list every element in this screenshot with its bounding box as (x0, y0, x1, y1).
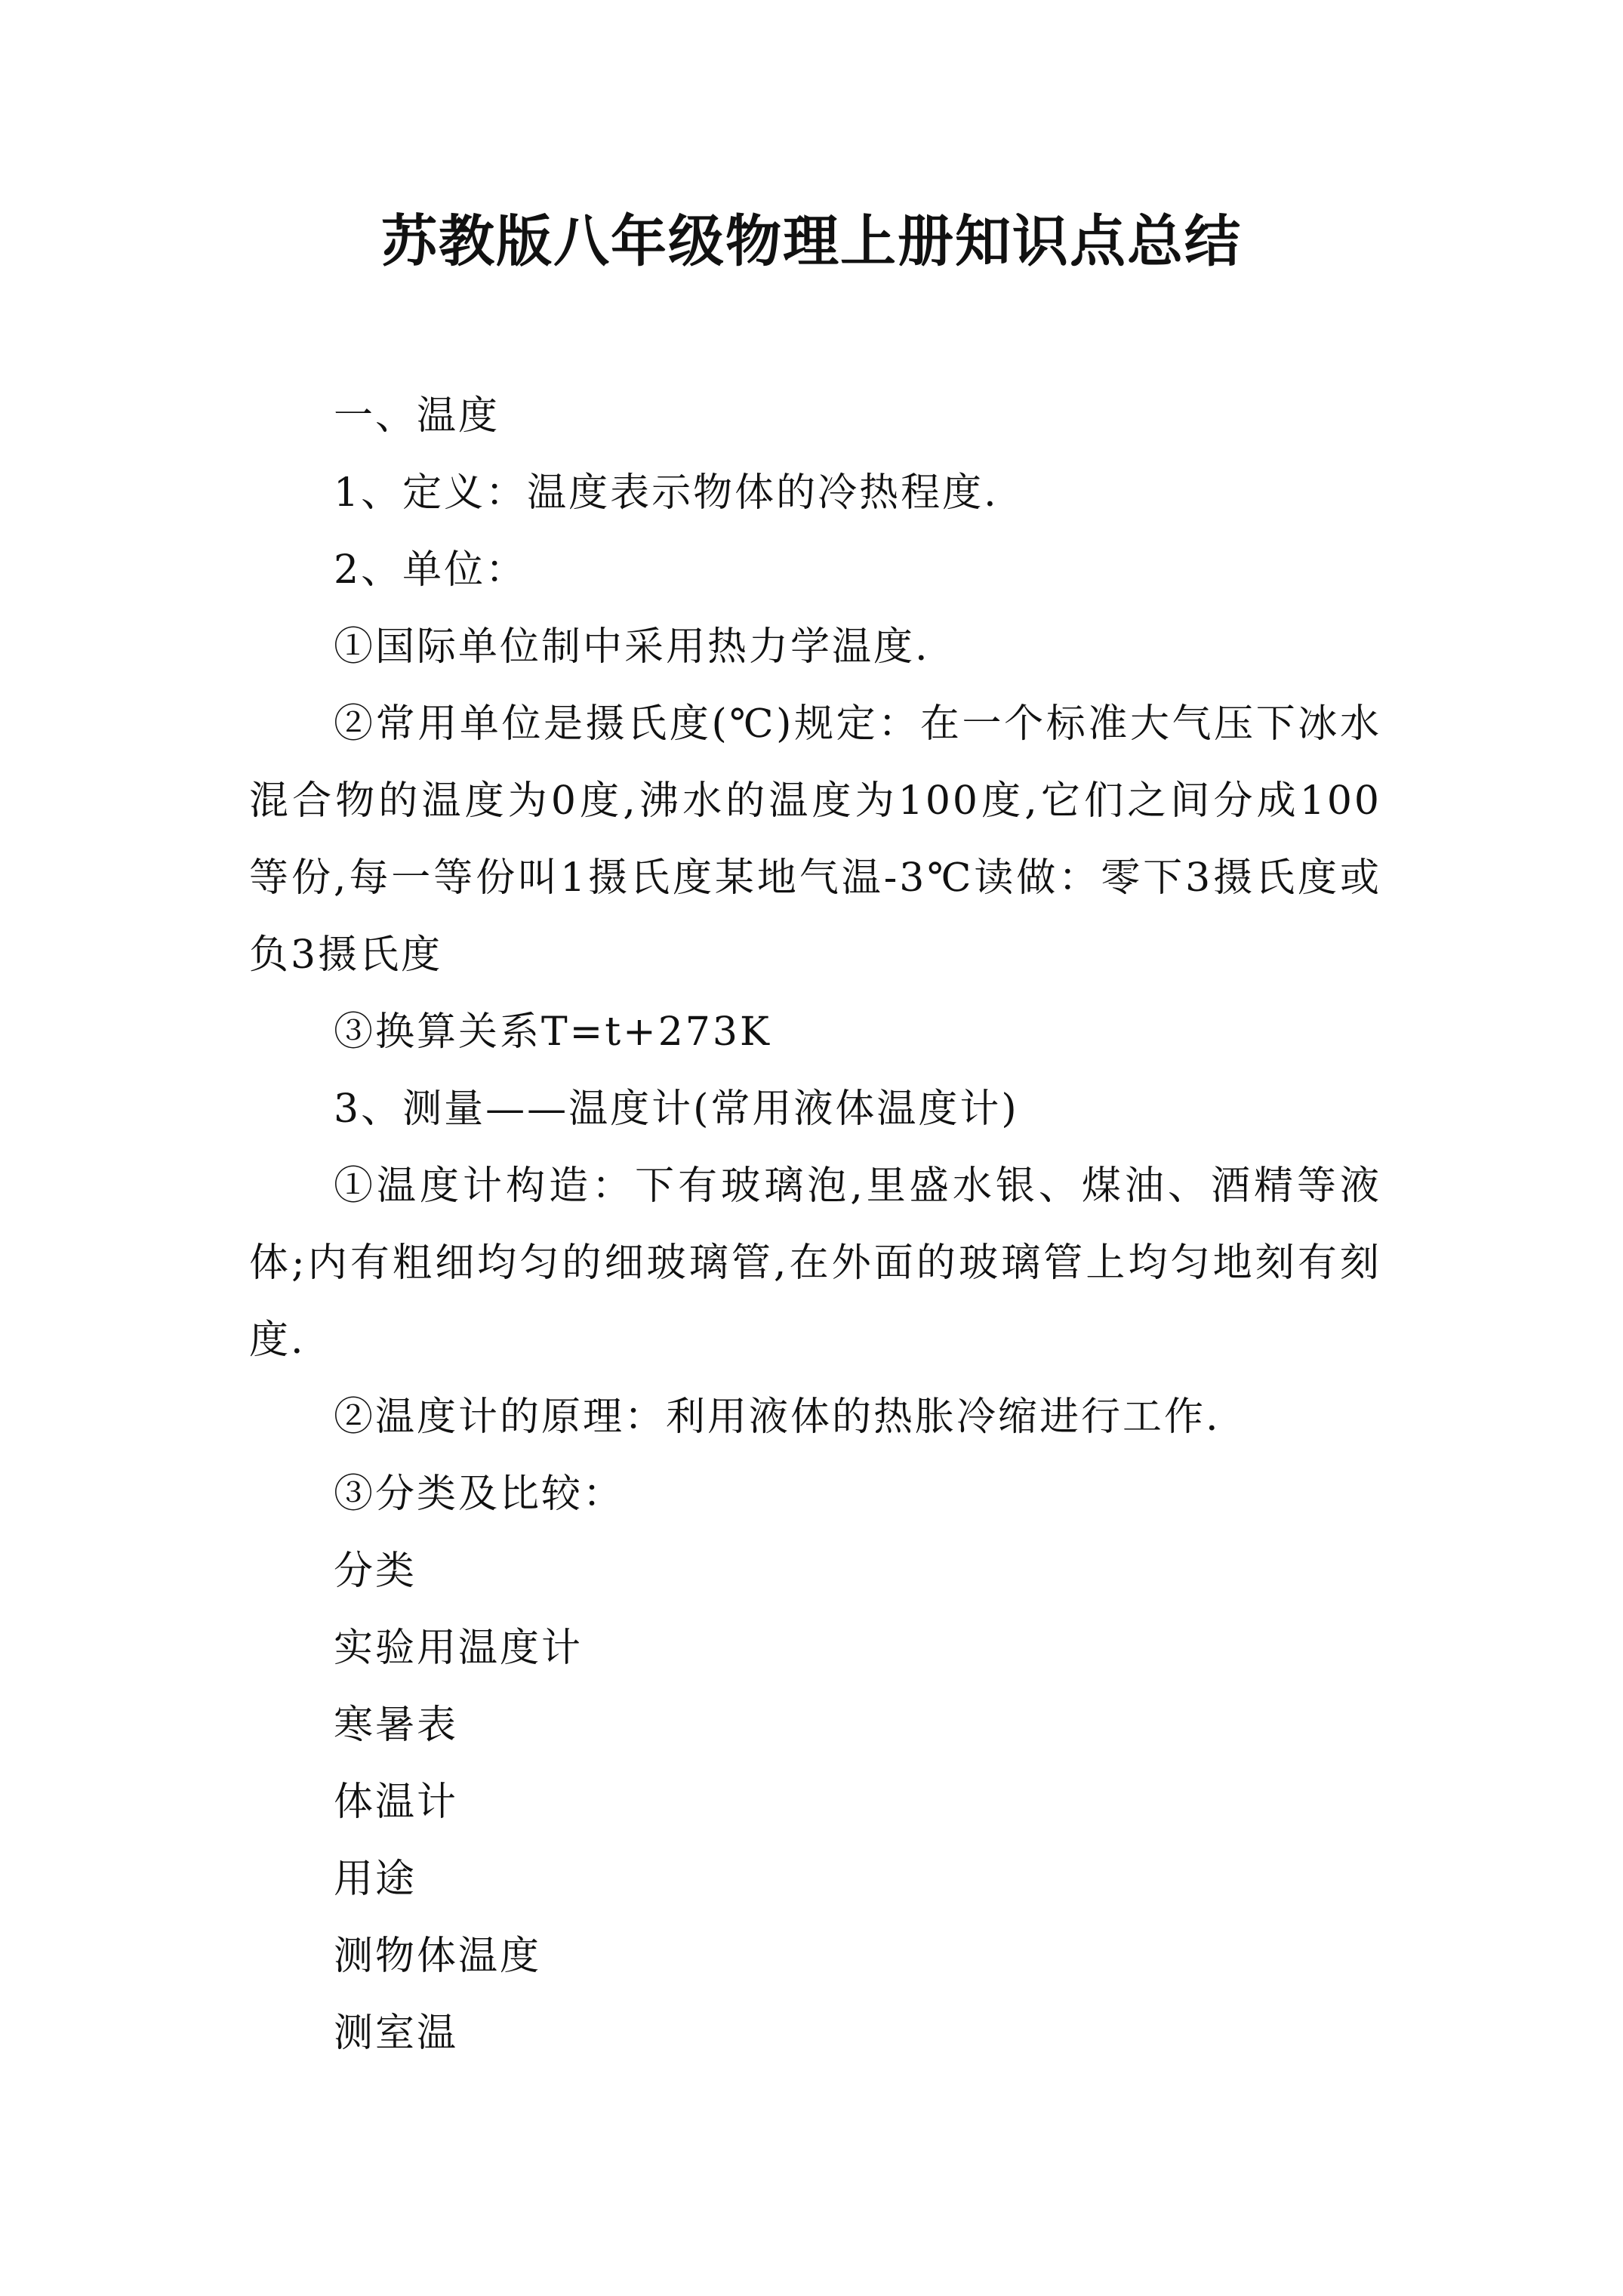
paragraph-celsius: ②常用单位是摄氏度(℃)规定：在一个标准大气压下冰水混合物的温度为0度,沸水的温度为100度,它们之间分成100等份,每一等份叫1摄氏度某地气温-3℃读做：零下3摄氏度或负3摄氏度 (249, 701, 1381, 978)
list-item: 测室温 (334, 2011, 459, 2056)
paragraph-conversion: ③换算关系T=t+273K (334, 1009, 771, 1055)
paragraph-si-unit: ①国际单位制中采用热力学温度. (334, 624, 930, 670)
paragraph-thermometer-structure: ①温度计构造：下有玻璃泡,里盛水银、煤油、酒精等液体;内有粗细均匀的细玻璃管,在外面的玻璃管上均匀地刻有刻度. (249, 1163, 1381, 1363)
paragraph-thermometer-principle: ②温度计的原理：利用液体的热胀冷缩进行工作. (334, 1395, 1221, 1440)
paragraph-measurement: 3、测量——温度计(常用液体温度计) (334, 1086, 1019, 1132)
list-item: 分类 (334, 1549, 417, 1594)
paragraph-definition: 1、定义：温度表示物体的冷热程度. (334, 470, 999, 516)
paragraph-unit: 2、单位： (334, 547, 528, 593)
section-heading-temperature: 一、温度 (334, 393, 500, 439)
list-item: 测物体温度 (334, 1934, 542, 1979)
list-item: 用途 (334, 1857, 417, 1902)
document-title: 苏教版八年级物理上册知识点总结 (381, 209, 1242, 274)
list-item: 体温计 (334, 1780, 459, 1825)
list-item: 寒暑表 (334, 1703, 459, 1748)
paragraph-classification: ③分类及比较： (334, 1472, 625, 1517)
document-body (249, 378, 1381, 2072)
list-item: 实验用温度计 (334, 1626, 584, 1671)
